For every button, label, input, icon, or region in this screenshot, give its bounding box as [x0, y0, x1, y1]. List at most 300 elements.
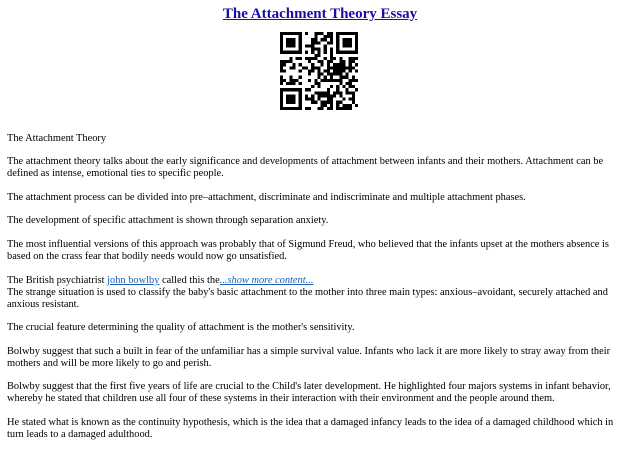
qr-module: [349, 91, 352, 94]
qr-module: [289, 57, 292, 60]
qr-module: [349, 57, 352, 60]
qr-module: [333, 79, 336, 82]
qr-module: [352, 91, 355, 94]
qr-module: [280, 79, 283, 82]
qr-module: [324, 91, 327, 94]
qr-module: [292, 94, 295, 97]
qr-module: [342, 60, 345, 63]
qr-module: [314, 101, 317, 104]
qr-module: [330, 101, 333, 104]
qr-module: [330, 98, 333, 101]
qr-module: [339, 69, 342, 72]
qr-module: [317, 66, 320, 69]
qr-module: [349, 98, 352, 101]
qr-module: [299, 41, 302, 44]
qr-module: [280, 107, 283, 110]
qr-module: [349, 60, 352, 63]
qr-module: [336, 79, 339, 82]
qr-module: [327, 32, 330, 35]
qr-module: [280, 69, 283, 72]
qr-module: [305, 88, 308, 91]
qr-module: [299, 57, 302, 60]
qr-module: [336, 69, 339, 72]
qr-module: [305, 57, 308, 60]
qr-module: [342, 38, 345, 41]
paragraph-10: He stated what is known as the continuity hypothesis, which is the idea that a damaged infancy leads to the idea of a damaged childhood which in turn leads to a damaged adulthood.: [7, 417, 614, 441]
qr-module: [289, 51, 292, 54]
qr-module: [296, 107, 299, 110]
paragraph-4: The most influential versions of this approach was probably that of Sigmund Freud, who believed that the infants upset at the mothers absence is based on the crass fear that bodily needs would now go unsatisfied.: [7, 239, 609, 263]
qr-module: [330, 107, 333, 110]
qr-module: [286, 101, 289, 104]
qr-module: [286, 51, 289, 54]
qr-module: [333, 91, 336, 94]
qr-module: [327, 107, 330, 110]
qr-module: [333, 66, 336, 69]
qr-module: [311, 94, 314, 97]
qr-module: [308, 57, 311, 60]
qr-module: [283, 69, 286, 72]
qr-module: [289, 94, 292, 97]
qr-module: [292, 32, 295, 35]
qr-module: [286, 107, 289, 110]
qr-module: [355, 38, 358, 41]
qr-module: [336, 35, 339, 38]
qr-module: [308, 69, 311, 72]
qr-module: [355, 32, 358, 35]
qr-module: [327, 101, 330, 104]
qr-module: [346, 51, 349, 54]
qr-module: [342, 44, 345, 47]
qr-module: [355, 51, 358, 54]
qr-module: [299, 88, 302, 91]
qr-module: [339, 60, 342, 63]
paragraph-9: Bolwby suggest that the first five years of life are crucial to the Child's later development. He highlighted four majors systems in infant behavior, whereby he stated that children use all four of these systems in their interaction with their environment and the people around them.: [7, 381, 611, 405]
qr-module: [280, 63, 283, 66]
qr-module: [317, 94, 320, 97]
qr-module: [292, 63, 295, 66]
qr-module: [296, 32, 299, 35]
qr-module: [339, 101, 342, 104]
qr-module: [330, 79, 333, 82]
qr-module: [330, 51, 333, 54]
qr-module: [355, 104, 358, 107]
qr-module: [299, 98, 302, 101]
qr-module: [339, 66, 342, 69]
paragraph-2: The attachment process can be divided into pre–attachment, discriminate and indiscriminate and multiple attachment phases.: [7, 192, 526, 203]
qr-module: [317, 85, 320, 88]
qr-module: [330, 104, 333, 107]
qr-module: [336, 91, 339, 94]
qr-module: [327, 88, 330, 91]
qr-module: [355, 63, 358, 66]
qr-module: [280, 60, 283, 63]
qr-module: [327, 94, 330, 97]
qr-module: [349, 104, 352, 107]
qr-module: [324, 104, 327, 107]
qr-module: [336, 48, 339, 51]
qr-module: [330, 60, 333, 63]
qr-module: [327, 91, 330, 94]
qr-module: [292, 98, 295, 101]
qr-module: [289, 41, 292, 44]
qr-module: [314, 41, 317, 44]
qr-module: [327, 69, 330, 72]
qr-module: [352, 60, 355, 63]
qr-module: [327, 79, 330, 82]
qr-module: [336, 32, 339, 35]
qr-module: [336, 88, 339, 91]
qr-module: [336, 73, 339, 76]
qr-module: [308, 73, 311, 76]
qr-module: [311, 66, 314, 69]
qr-module: [308, 60, 311, 63]
qr-module: [317, 82, 320, 85]
qr-module: [330, 54, 333, 57]
qr-module: [324, 94, 327, 97]
essay-title-link[interactable]: The Attachment Theory Essay: [222, 6, 418, 22]
qr-module: [296, 57, 299, 60]
qr-module: [339, 51, 342, 54]
qr-module: [317, 91, 320, 94]
qr-module: [286, 88, 289, 91]
qr-module: [339, 57, 342, 60]
qr-module: [292, 38, 295, 41]
qr-module: [286, 44, 289, 47]
qr-module: [289, 76, 292, 79]
qr-module: [339, 91, 342, 94]
qr-module: [299, 101, 302, 104]
qr-module: [317, 54, 320, 57]
qr-module: [352, 85, 355, 88]
qr-module: [339, 107, 342, 110]
qr-module: [311, 51, 314, 54]
qr-module: [299, 91, 302, 94]
qr-module: [311, 98, 314, 101]
qr-module: [299, 82, 302, 85]
qr-module: [327, 63, 330, 66]
qr-module: [336, 63, 339, 66]
qr-module: [286, 38, 289, 41]
qr-module: [349, 82, 352, 85]
paragraph-6: The strange situation is used to classify the baby's basic attachment to the mother into three main types: anxious–avoidant, securely attached and anxious resistant.: [7, 287, 608, 311]
qr-module: [349, 85, 352, 88]
qr-module: [346, 82, 349, 85]
qr-module: [339, 76, 342, 79]
qr-module: [355, 41, 358, 44]
qr-module: [308, 107, 311, 110]
qr-module: [330, 85, 333, 88]
qr-module: [324, 76, 327, 79]
qr-module: [305, 98, 308, 101]
qr-module: [286, 94, 289, 97]
qr-module: [349, 79, 352, 82]
qr-module: [311, 44, 314, 47]
qr-module: [336, 66, 339, 69]
qr-module: [349, 66, 352, 69]
qr-module: [346, 91, 349, 94]
qr-module: [289, 82, 292, 85]
qr-module: [283, 88, 286, 91]
qr-module: [355, 88, 358, 91]
qr-module: [352, 98, 355, 101]
qr-module: [336, 51, 339, 54]
qr-module: [352, 94, 355, 97]
qr-module: [280, 94, 283, 97]
qr-module: [321, 91, 324, 94]
qr-module: [327, 73, 330, 76]
qr-module: [292, 79, 295, 82]
qr-module: [346, 66, 349, 69]
qr-module: [311, 48, 314, 51]
qr-module: [286, 98, 289, 101]
qr-module: [333, 63, 336, 66]
qr-module: [349, 32, 352, 35]
qr-module: [286, 82, 289, 85]
qr-module: [324, 38, 327, 41]
qr-module: [349, 69, 352, 72]
qr-module: [286, 32, 289, 35]
qr-module: [330, 66, 333, 69]
paragraph-1: The attachment theory talks about the early significance and developments of attachment between infants and their mothers. Attachment can be defined as intense, emotional ties to specific people.: [7, 156, 604, 180]
qr-module: [321, 73, 324, 76]
qr-module: [308, 88, 311, 91]
qr-module: [289, 66, 292, 69]
qr-module: [324, 79, 327, 82]
qr-module: [324, 35, 327, 38]
qr-module: [349, 38, 352, 41]
qr-module: [342, 104, 345, 107]
qr-module: [299, 32, 302, 35]
qr-module: [321, 104, 324, 107]
qr-module: [352, 32, 355, 35]
qr-module: [308, 98, 311, 101]
qr-module: [280, 38, 283, 41]
paragraph-5-prefix: The British psychiatrist: [7, 275, 108, 286]
qr-module: [349, 41, 352, 44]
qr-module: [333, 94, 336, 97]
qr-module: [302, 66, 305, 69]
qr-module: [283, 79, 286, 82]
qr-module: [314, 32, 317, 35]
qr-module: [324, 48, 327, 51]
qr-module: [305, 66, 308, 69]
qr-module: [317, 48, 320, 51]
show-more-link[interactable]: ...show more content...: [219, 275, 314, 286]
qr-module: [336, 85, 339, 88]
qr-module: [342, 69, 345, 72]
qr-module: [342, 63, 345, 66]
qr-module: [317, 41, 320, 44]
qr-module: [305, 44, 308, 47]
qr-module: [349, 107, 352, 110]
qr-module: [342, 98, 345, 101]
qr-module: [336, 41, 339, 44]
qr-module: [330, 32, 333, 35]
qr-module: [289, 79, 292, 82]
qr-module: [330, 94, 333, 97]
qr-module: [280, 101, 283, 104]
qr-module: [314, 48, 317, 51]
qr-module: [311, 57, 314, 60]
qr-module: [330, 76, 333, 79]
qr-module: [336, 38, 339, 41]
qr-module: [314, 66, 317, 69]
qr-module: [339, 32, 342, 35]
essay-title: [0, 5, 640, 23]
qr-module: [346, 104, 349, 107]
qr-module: [321, 63, 324, 66]
qr-module: [327, 60, 330, 63]
qr-module: [346, 41, 349, 44]
qr-module: [314, 82, 317, 85]
qr-module: [330, 41, 333, 44]
qr-module: [317, 51, 320, 54]
qr-module: [299, 35, 302, 38]
qr-module: [355, 44, 358, 47]
qr-module: [292, 107, 295, 110]
qr-module: [349, 44, 352, 47]
qr-module: [355, 69, 358, 72]
author-link[interactable]: john bowlby: [107, 275, 160, 286]
paragraph-3: The development of specific attachment is shown through separation anxiety.: [7, 215, 329, 226]
qr-module: [346, 44, 349, 47]
qr-module: [346, 88, 349, 91]
qr-module: [280, 76, 283, 79]
qr-module: [327, 41, 330, 44]
qr-module: [305, 107, 308, 110]
qr-module: [346, 76, 349, 79]
qr-module: [280, 44, 283, 47]
qr-module: [283, 107, 286, 110]
qr-module: [327, 35, 330, 38]
qr-module: [352, 57, 355, 60]
qr-module: [321, 38, 324, 41]
qr-module: [280, 41, 283, 44]
qr-module: [317, 73, 320, 76]
qr-module: [324, 101, 327, 104]
qr-module: [339, 79, 342, 82]
qr-module: [299, 69, 302, 72]
qr-module: [314, 91, 317, 94]
qr-module: [349, 51, 352, 54]
qr-module: [305, 32, 308, 35]
qr-module: [333, 73, 336, 76]
qr-module: [280, 91, 283, 94]
qr-module: [299, 107, 302, 110]
qr-module: [289, 101, 292, 104]
qr-module: [336, 107, 339, 110]
qr-module: [321, 79, 324, 82]
qr-module: [321, 94, 324, 97]
paragraph-5-middle: called this the: [159, 275, 220, 286]
qr-module: [286, 41, 289, 44]
qr-module: [336, 44, 339, 47]
qr-module: [327, 66, 330, 69]
qr-module: [289, 32, 292, 35]
qr-module: [355, 48, 358, 51]
qr-module: [305, 51, 308, 54]
qr-module: [317, 98, 320, 101]
qr-module: [280, 82, 283, 85]
qr-module: [292, 51, 295, 54]
qr-module: [317, 76, 320, 79]
qr-module: [280, 51, 283, 54]
qr-module: [314, 79, 317, 82]
qr-module: [299, 44, 302, 47]
qr-module: [342, 85, 345, 88]
qr-module: [339, 82, 342, 85]
qr-module: [311, 63, 314, 66]
qr-module: [321, 101, 324, 104]
qr-module: [324, 51, 327, 54]
qr-module: [280, 98, 283, 101]
qr-module: [299, 48, 302, 51]
qr-module: [289, 38, 292, 41]
qr-module: [349, 63, 352, 66]
qr-module: [352, 101, 355, 104]
qr-module: [346, 32, 349, 35]
qr-module: [283, 60, 286, 63]
paragraph-8: Bolwby suggest that such a built in fear of the unfamiliar has a simple survival value. Infants who lack it are more likely to stray away from their mothers and will be more likely to go and perish.: [7, 346, 611, 370]
qr-module: [292, 88, 295, 91]
qr-module: [283, 51, 286, 54]
qr-module: [280, 35, 283, 38]
qr-module: [355, 79, 358, 82]
qr-module: [280, 48, 283, 51]
qr-module: [314, 35, 317, 38]
qr-module: [299, 94, 302, 97]
qr-module: [333, 57, 336, 60]
qr-module: [336, 101, 339, 104]
qr-module: [330, 73, 333, 76]
qr-module: [352, 66, 355, 69]
qr-module: [283, 32, 286, 35]
paragraph-5: [7, 275, 620, 287]
qr-module: [330, 57, 333, 60]
qr-module: [342, 76, 345, 79]
qr-module: [292, 101, 295, 104]
qr-module: [289, 88, 292, 91]
qr-module: [333, 69, 336, 72]
qr-module: [314, 54, 317, 57]
qr-module: [342, 66, 345, 69]
qr-module: [352, 51, 355, 54]
qr-module: [324, 44, 327, 47]
qr-module: [296, 51, 299, 54]
qr-module: [317, 60, 320, 63]
qr-module: [289, 44, 292, 47]
qr-module: [321, 107, 324, 110]
qr-module: [339, 73, 342, 76]
qr-module: [339, 63, 342, 66]
qr-module: [346, 107, 349, 110]
qr-module: [311, 85, 314, 88]
qr-module: [296, 88, 299, 91]
qr-module: [305, 94, 308, 97]
qr-module: [321, 60, 324, 63]
qr-module: [292, 66, 295, 69]
qr-module: [311, 41, 314, 44]
qr-module: [330, 48, 333, 51]
qr-module: [296, 79, 299, 82]
qr-module: [321, 32, 324, 35]
qr-module: [280, 32, 283, 35]
qr-module: [342, 41, 345, 44]
qr-module: [342, 32, 345, 35]
qr-module: [292, 82, 295, 85]
qr-module: [352, 76, 355, 79]
